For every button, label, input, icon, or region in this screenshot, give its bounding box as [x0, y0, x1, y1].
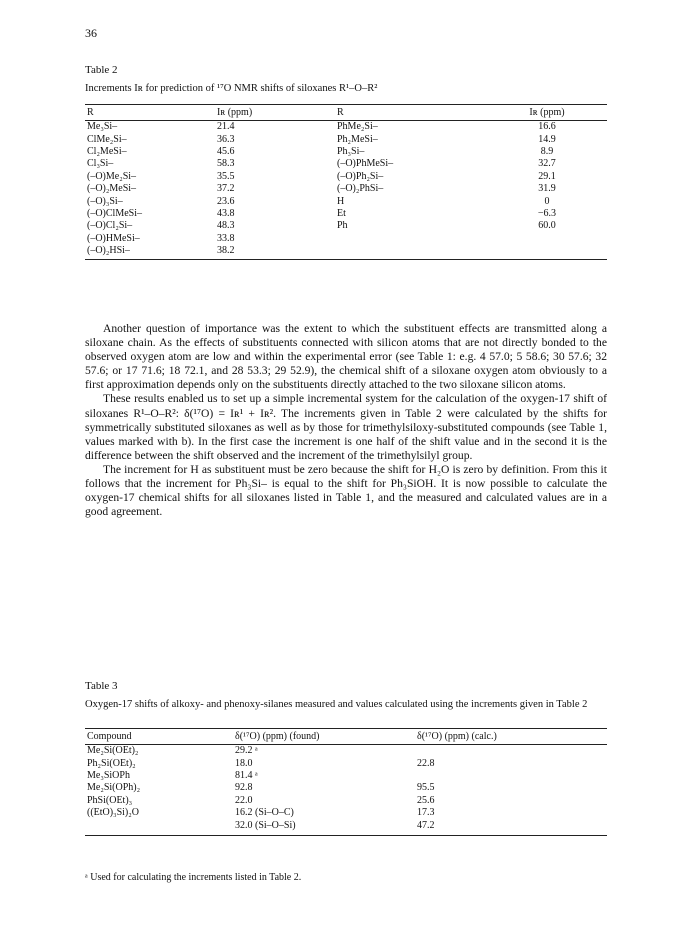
table2-cell: 29.1 [538, 170, 556, 182]
table2-cell: 48.3 [217, 220, 235, 232]
table2-cell [335, 233, 485, 245]
table-row [85, 171, 607, 183]
table3-cell: 16.2 (Si–O–C) [235, 807, 294, 819]
table2-cell: (–O)HMeSi– [87, 232, 140, 244]
table2-cell: Ph₃Si– [337, 145, 365, 157]
table2-cell: 0 [544, 195, 550, 207]
table3-cell: 18.0 [235, 757, 253, 769]
table2-cell: 33.8 [217, 232, 235, 244]
table-row [85, 795, 607, 807]
table-row [85, 208, 607, 220]
table-row [85, 757, 607, 769]
table3-cell: 25.6 [417, 794, 435, 806]
paragraph-2: These results enabled us to set up a simple incremental system for the calculation of the oxygen-17 shift of siloxanes R¹–O–R²: δ(¹⁷O) = Iʀ¹ + Iʀ². The increments given in Table 2 were calculated by the shifts for symmetrically substituted siloxanes as well as by those for trimethylsiloxy-substituted compounds (see Table 1, values marked with b). In the first case the increment is one half of the shift value and in the second it is the difference between the shift observed and the increment of the trimethylsilyl group. [85, 392, 607, 462]
table2-cell: 8.9 [540, 145, 554, 157]
table2-cell: Me₃Si– [87, 121, 118, 133]
table2-cell: Ph [337, 220, 348, 232]
table2-cell: 21.4 [217, 121, 235, 133]
table3-cell: PhSi(OEt)₃ [87, 794, 133, 806]
table3-caption: Oxygen-17 shifts of alkoxy- and phenoxy-silanes measured and values calculated using the increments given in Table 2 [85, 699, 588, 710]
table2-cell [335, 245, 485, 260]
table3-cell: 92.8 [235, 782, 253, 794]
table2-cell: H [337, 195, 345, 207]
table2-cell [485, 245, 607, 260]
table2-cell: 38.2 [215, 245, 335, 260]
table2-cell: (–O)₂HSi– [85, 245, 215, 260]
table2-cell: Et [337, 207, 346, 219]
table3-cell: Ph₂Si(OEt)₂ [87, 757, 136, 769]
table3-header-compound: Compound [85, 729, 233, 745]
table3-cell [85, 819, 233, 835]
table2-cell: (–O)PhMeSi– [337, 158, 394, 170]
table2-cell: (–O)₂PhSi– [337, 183, 384, 195]
table3-cell: 95.5 [417, 782, 435, 794]
table-row [85, 195, 607, 207]
table3-header-found: δ(¹⁷O) (ppm) (found) [233, 729, 415, 745]
table2-cell: 35.5 [217, 170, 235, 182]
table-row [85, 146, 607, 158]
table3-cell: Me₃SiOPh [87, 769, 130, 781]
table3-footnote: ᵃ Used for calculating the increments listed in Table 2. [85, 872, 302, 883]
table2-cell: (–O)Ph₂Si– [337, 170, 384, 182]
table3-cell: 81.4 ᵃ [235, 769, 258, 781]
table2-header-row [85, 105, 607, 121]
table3-header-calc: δ(¹⁷O) (ppm) (calc.) [415, 729, 607, 745]
table2-cell: 32.7 [538, 158, 556, 170]
table2-cell: (–O)Cl₂Si– [87, 220, 133, 232]
table3-label: Table 3 [85, 680, 118, 692]
table-row [85, 233, 607, 245]
table2-cell: 43.8 [217, 207, 235, 219]
table2-cell: 14.9 [538, 133, 556, 145]
table2-cell: PhMe₂Si– [337, 121, 378, 133]
body-text [85, 322, 607, 519]
table2-cell: 45.6 [217, 145, 235, 157]
table2-cell: Cl₂MeSi– [87, 145, 127, 157]
table2-cell: 58.3 [217, 158, 235, 170]
table-row [85, 782, 607, 794]
table3-cell: 22.8 [417, 757, 435, 769]
table2-cell: (–O)₂MeSi– [87, 183, 137, 195]
table2-cell: −6.3 [537, 207, 557, 219]
table-row [85, 807, 607, 819]
table2-header-r2: R [335, 105, 485, 121]
table-row [85, 245, 607, 260]
table2-cell: 23.6 [217, 195, 235, 207]
table2-header-r1: R [85, 105, 215, 121]
paragraph-1: Another question of importance was the extent to which the substituent effects are transmitted along a siloxane chain. As the effects of substituents connected with silicon atoms that are not directly bonded to the observed oxygen atom are low and within the experimental error (see Table 1: e.g. 4 57.0; 5 58.6; 30 57.6; 32 57.6; or 17 71.6; 18 72.1, and 28 53.3; 29 52.9), the chemical shift of a siloxane oxygen atom obviously to a first approximation depends only on the substituents directly attached to the two siloxane silicon atoms. [85, 322, 607, 392]
table2-cell: 16.6 [538, 121, 556, 133]
table3-cell: 17.3 [417, 807, 435, 819]
table2-label: Table 2 [85, 64, 118, 76]
table2-cell: 37.2 [217, 183, 235, 195]
table2-cell: 60.0 [538, 220, 556, 232]
table3-cell: 32.0 (Si–O–Si) [233, 819, 415, 835]
table3-cell [415, 745, 607, 758]
table-row [85, 133, 607, 145]
page-number: 36 [85, 26, 97, 40]
table2-cell: 31.9 [538, 183, 556, 195]
table-row [85, 158, 607, 170]
table2-header-ir2: Iʀ (ppm) [485, 105, 607, 121]
table2-caption: Increments Iʀ for prediction of ¹⁷O NMR shifts of siloxanes R¹–O–R² [85, 83, 378, 94]
table2-header-ir1: Iʀ (ppm) [215, 105, 335, 121]
table2-cell: Cl₃Si– [87, 158, 114, 170]
table-row [85, 220, 607, 232]
table2-cell: 36.3 [217, 133, 235, 145]
table3-cell: 22.0 [235, 794, 253, 806]
table3-alkoxy-shifts [85, 728, 607, 836]
table2-cell: (–O)Me₂Si– [87, 170, 137, 182]
table2-cell: (–O)₃Si– [87, 195, 123, 207]
table-row [85, 183, 607, 195]
table-row [85, 770, 607, 782]
table-row [85, 121, 607, 134]
table3-header-row [85, 729, 607, 745]
table3-cell [415, 770, 607, 782]
table2-cell: Ph₂MeSi– [337, 133, 378, 145]
table2-increments [85, 104, 607, 260]
table2-cell [485, 233, 607, 245]
table2-cell: ClMe₂Si– [87, 133, 127, 145]
paragraph-3: The increment for H as substituent must be zero because the shift for H₂O is zero by definition. From this it follows that the increment for Ph₃Si– is equal to the shift for Ph₃SiOH. It is now possible to calculate the oxygen-17 chemical shifts for all siloxanes listed in Table 1, and the measured and calculated values are in a good agreement. [85, 462, 607, 519]
table-row [85, 819, 607, 835]
table3-cell: ((EtO)₃Si)₂O [87, 807, 139, 819]
table-row [85, 745, 607, 758]
table3-cell: Me₂Si(OEt)₂ [87, 745, 139, 757]
table3-cell: 29.2 ᵃ [235, 745, 258, 757]
table3-cell: 47.2 [415, 819, 607, 835]
table3-cell: Me₂Si(OPh)₂ [87, 782, 141, 794]
table2-cell: (–O)ClMeSi– [87, 207, 142, 219]
